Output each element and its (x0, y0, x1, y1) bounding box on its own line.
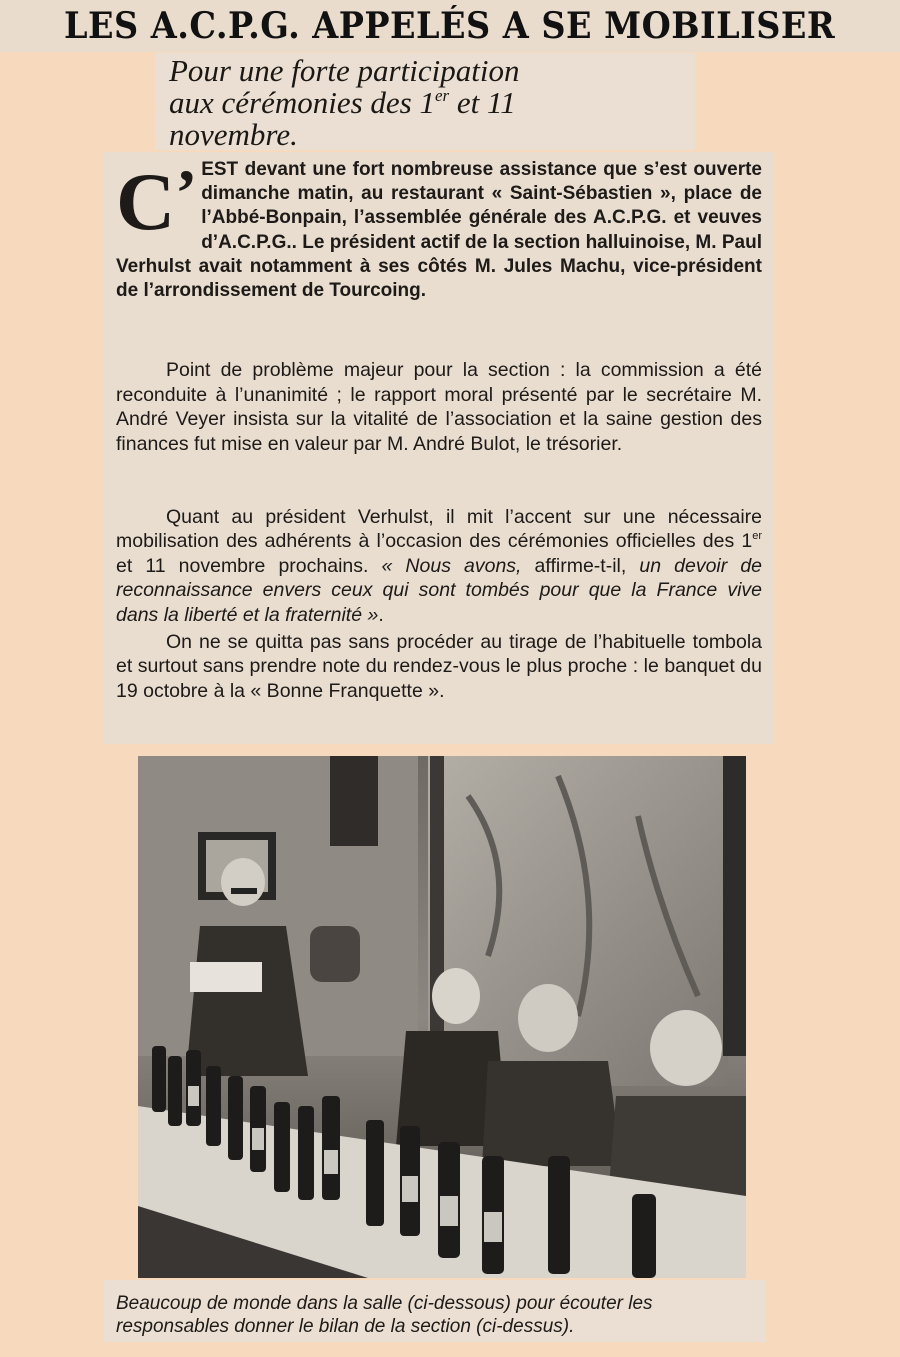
subheadline-line-2-end: et 11 (449, 85, 516, 120)
meeting-photo (138, 756, 746, 1278)
paragraph-2: Quant au président Verhulst, il mit l’accent sur une nécessaire mobilisation des adhérents à l’occasion des cérémonies officielles des 1er et 11 novembre prochains. « Nous avons, affirme-t-il, un devoir de reconnaissance envers ceux qui sont tombés pour que la France vive dans la liberté et la fraternité ». (116, 505, 763, 626)
lead-paragraph (116, 158, 762, 303)
ordinal-suffix: er (435, 86, 450, 105)
subheadline-line-2: aux cérémonies des 1 (169, 85, 435, 120)
quote: un devoir de reconnaissance envers ceux qui sont tombés pour que la France vive dans la liberté et la fraternité » (116, 554, 763, 626)
paragraph-3: On ne se quitta pas sans procéder au tirage de l’habituelle tombola et surtout sans prendre note du rendez-vous le plus proche : le banquet du 19 octobre à la « Bonne Franquette ». (116, 630, 762, 702)
headline-banner (0, 0, 900, 52)
subheadline (155, 53, 695, 151)
headline: LES A.C.P.G. APPELÉS A SE MOBILISER (64, 5, 836, 47)
subheadline-box (155, 53, 695, 150)
quote-start: « Nous avons, (381, 554, 522, 577)
photo-caption: Beaucoup de monde dans la salle (ci-dessous) pour écouter les responsables donner le bilan de la section (ci-dessus). (116, 1293, 653, 1337)
paragraph-1: Point de problème majeur pour la section : la commission a été reconduite à l’unanimité ; le rapport moral présenté par le secrétaire M. André Veyer insista sur la vitalité de l’association et la saine gestion des finances fut mise en valeur par M. André Bulot, le trésorier. (116, 359, 762, 455)
photo-caption-box (104, 1280, 766, 1342)
subheadline-line-1: Pour une forte participation (169, 53, 520, 88)
article-body (104, 152, 774, 744)
subheadline-line-3: novembre. (169, 117, 298, 152)
drop-cap: C’ (116, 156, 198, 247)
lead-text: EST devant une fort nombreuse assistance que s’est ouverte dimanche matin, au restaurant « Saint-Sébastien », place de l’Abbé-Bonpain, l’assemblée générale des A.C.P.G. et veuves d’A.C.P.G.. Le président actif de la section halluinoise, M. Paul Verhulst avait notamment à ses côtés M. Jules Machu, vice-président de l’arrondissement de Tourcoing. (116, 159, 762, 302)
